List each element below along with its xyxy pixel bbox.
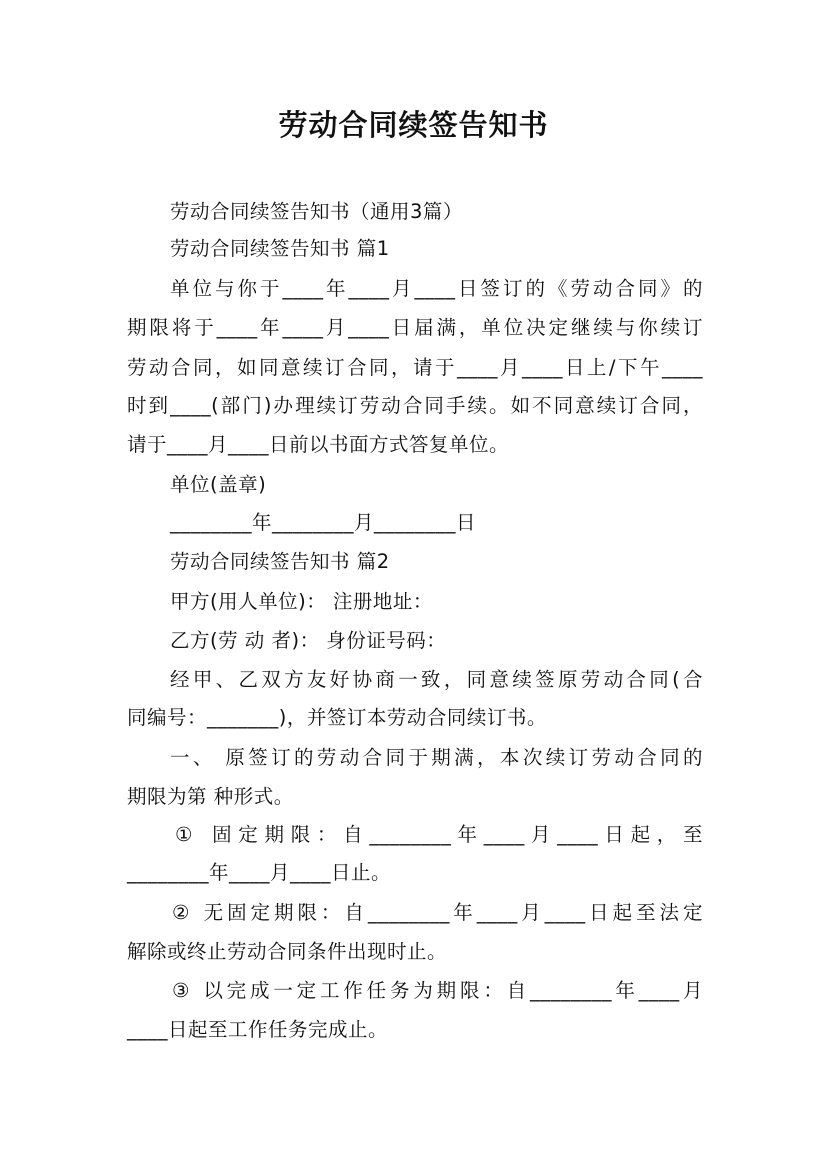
section-heading-2: 劳动合同续签告知书 篇2 [170,550,390,573]
date-line: ________年________月________日 [170,511,477,534]
paragraph-line: 期限将于____年____月____日届满，单位决定继续与你续订 [127,316,703,339]
option-fixed-term: ① 固定期限：自________年____月____日起，至 [175,823,703,846]
party-a-line: 甲方(用人单位)： 注册地址： [170,590,433,613]
paragraph-line: 期限为第 种形式。 [127,785,294,808]
option-fixed-term-cont: ________年____月____日止。 [127,861,392,884]
document-title: 劳动合同续签告知书 [278,108,549,142]
option-open-term: ② 无固定期限：自________年____月____日起至法定 [172,901,703,924]
option-task-term: ③ 以完成一定工作任务为期限：自________年____月 [172,979,703,1002]
seal-line: 单位(盖章) [170,473,267,496]
option-open-term-cont: 解除或终止劳动合同条件出现时止。 [127,940,448,963]
party-b-line: 乙方(劳 动 者)： 身份证号码： [170,629,447,652]
paragraph-line: 一、 原签订的劳动合同于期满，本次续订劳动合同的 [170,746,703,769]
paragraph-line: 同编号：_______)，并签订本劳动合同续订书。 [127,706,547,729]
option-task-term-cont: ____日起至工作任务完成止。 [127,1018,389,1041]
subtitle-line: 劳动合同续签告知书（通用3篇） [170,200,463,223]
paragraph-line: 请于____月____日前以书面方式答复单位。 [127,433,510,456]
paragraph-line: 经甲、乙双方友好协商一致，同意续签原劳动合同(合 [170,668,703,691]
paragraph-line: 劳动合同，如同意续订合同，请于____月____日上/下午____ [127,356,703,379]
paragraph-line: 单位与你于____年____月____日签订的《劳动合同》的 [170,277,703,300]
paragraph-line: 时到____(部门)办理续订劳动合同手续。如不同意续订合同， [127,394,703,417]
section-heading-1: 劳动合同续签告知书 篇1 [170,237,390,260]
